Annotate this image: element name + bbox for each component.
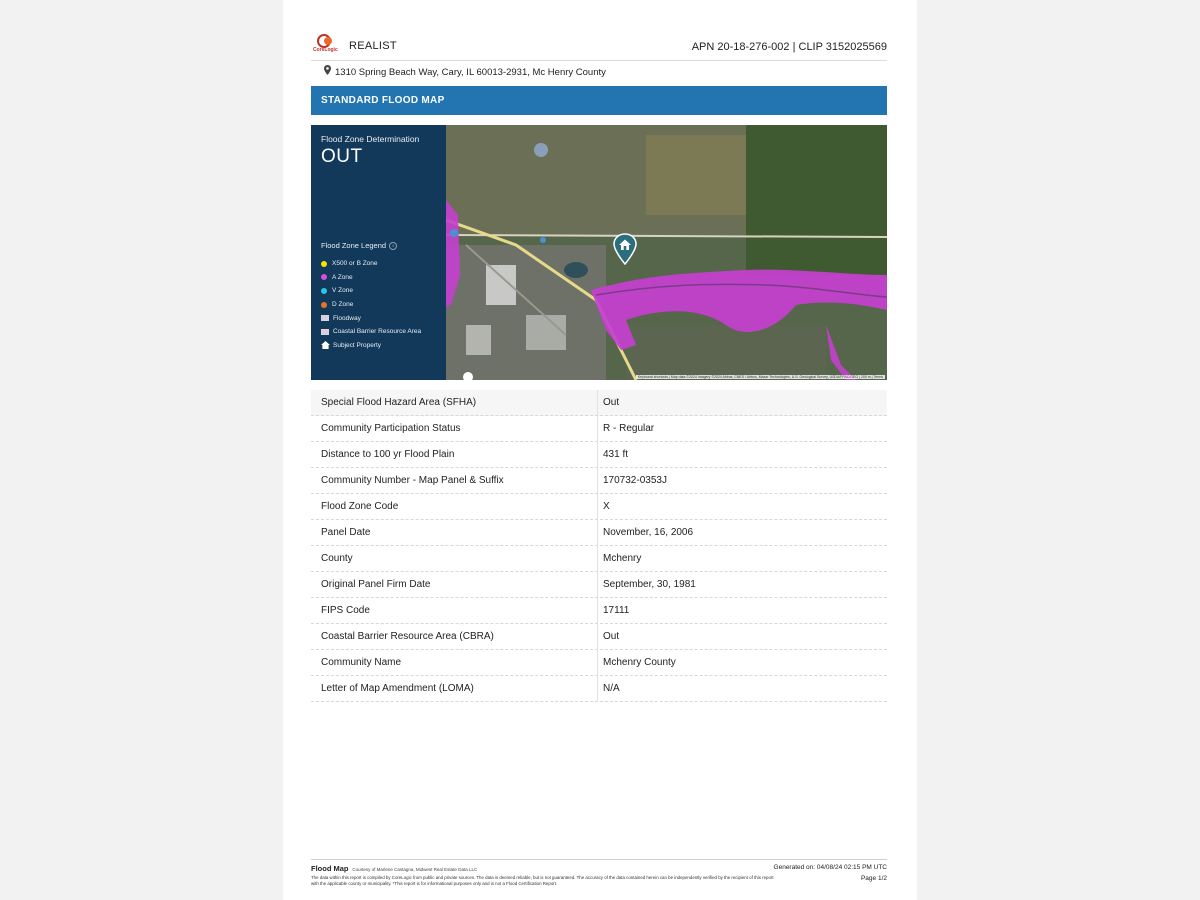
row-value: November, 16, 2006 xyxy=(603,527,694,538)
location-pin-icon xyxy=(324,65,331,75)
row-label: Special Flood Hazard Area (SFHA) xyxy=(321,397,477,408)
table-row xyxy=(311,468,887,494)
map-attribution[interactable]: Keyboard shortcuts | Map data ©2024 Imagery ©2024 Airbus, CNES / Airbus, Maxar Technologies, U.S. Geological Survey, USDA/FPAC/GEO | 200 m | Terms xyxy=(637,375,883,379)
table-row xyxy=(311,676,887,702)
table-row xyxy=(311,494,887,520)
column-divider xyxy=(597,442,598,467)
legend-label: Coastal Barrier Resource Area xyxy=(333,328,422,336)
footer-disclaimer: The data within this report is compiled by CoreLogic from public and private sources. The data is deemed reliable, but is not guaranteed. The accuracy of the data contained herein can be independently verified by the recipient of this report with the applicable county or municipality. *This report is for informational purposes only and is not a Flood Certification Report. xyxy=(311,875,774,886)
row-label: FIPS Code xyxy=(321,605,370,616)
legend-dot-icon xyxy=(321,302,327,308)
row-label: Letter of Map Amendment (LOMA) xyxy=(321,683,474,694)
column-divider xyxy=(597,468,598,493)
address-text: 1310 Spring Beach Way, Cary, IL 60013-2931, Mc Henry County xyxy=(335,67,606,78)
row-label: County xyxy=(321,553,353,564)
row-label: Flood Zone Code xyxy=(321,501,399,512)
row-label: Community Number - Map Panel & Suffix xyxy=(321,475,504,486)
footer-title-line xyxy=(311,864,477,873)
flood-details-table xyxy=(311,390,887,702)
table-row xyxy=(311,390,887,416)
banner-title: STANDARD FLOOD MAP xyxy=(321,95,445,106)
table-row xyxy=(311,650,887,676)
table-row xyxy=(311,624,887,650)
table-row xyxy=(311,572,887,598)
map-imagery xyxy=(446,125,887,380)
table-row xyxy=(311,598,887,624)
table-row xyxy=(311,442,887,468)
legend-item xyxy=(321,339,421,353)
apn-clip: APN 20-18-276-002 | CLIP 3152025569 xyxy=(691,41,887,53)
info-icon[interactable]: i xyxy=(389,242,397,250)
report-footer xyxy=(311,859,887,892)
legend-label: A Zone xyxy=(332,273,353,281)
legend-dot-icon xyxy=(321,274,327,280)
legend-item xyxy=(321,311,421,325)
legend-item xyxy=(321,257,421,271)
row-value: September, 30, 1981 xyxy=(603,579,696,590)
row-label: Original Panel Firm Date xyxy=(321,579,431,590)
report-header xyxy=(311,30,887,61)
column-divider xyxy=(597,676,598,701)
corelogic-logo-icon xyxy=(313,33,343,57)
table-row xyxy=(311,546,887,572)
legend-square-icon xyxy=(321,315,329,321)
report-page xyxy=(283,0,917,900)
column-divider xyxy=(597,520,598,545)
legend-label: V Zone xyxy=(332,287,353,295)
footer-courtesy: Courtesy of Marlene Castagna, Midwest Real Estate Data LLC xyxy=(352,867,478,872)
flood-map-block xyxy=(311,125,887,380)
footer-page-number: Page 1/2 xyxy=(860,875,887,882)
determination-label: Flood Zone Determination xyxy=(321,134,420,144)
column-divider xyxy=(597,598,598,623)
row-value: Out xyxy=(603,631,620,642)
legend-label: Floodway xyxy=(333,314,361,322)
column-divider xyxy=(597,572,598,597)
table-row xyxy=(311,416,887,442)
row-label: Panel Date xyxy=(321,527,371,538)
subject-property-marker-icon[interactable] xyxy=(613,233,637,265)
section-banner xyxy=(311,86,887,115)
row-value: Mchenry xyxy=(603,553,642,564)
logo-text: CoreLogic xyxy=(313,47,338,53)
column-divider xyxy=(597,650,598,675)
property-address xyxy=(311,64,887,80)
row-value: N/A xyxy=(603,683,620,694)
legend-label: Subject Property xyxy=(333,341,382,349)
legend-square-icon xyxy=(321,329,329,335)
legend-label: D Zone xyxy=(332,301,354,309)
legend-dot-icon xyxy=(321,288,327,294)
determination-value: OUT xyxy=(321,146,363,167)
column-divider xyxy=(597,624,598,649)
column-divider xyxy=(597,546,598,571)
legend-label: X500 or B Zone xyxy=(332,260,378,268)
column-divider xyxy=(597,390,598,415)
flood-zone-legend xyxy=(321,257,421,352)
row-label: Community Participation Status xyxy=(321,423,461,434)
row-value: R - Regular xyxy=(603,423,655,434)
row-label: Distance to 100 yr Flood Plain xyxy=(321,449,455,460)
satellite-map[interactable] xyxy=(446,125,887,380)
row-value: Mchenry County xyxy=(603,657,676,668)
brand-title: REALIST xyxy=(349,40,397,52)
legend-title xyxy=(321,241,397,250)
row-label: Coastal Barrier Resource Area (CBRA) xyxy=(321,631,494,642)
legend-item xyxy=(321,298,421,312)
legend-item xyxy=(321,284,421,298)
home-icon xyxy=(321,341,330,349)
flood-zone-panel xyxy=(311,125,446,380)
row-value: 431 ft xyxy=(603,449,629,460)
row-value: 17111 xyxy=(603,605,630,616)
footer-generated: Generated on: 04/08/24 02:15 PM UTC xyxy=(773,864,887,871)
legend-dot-icon xyxy=(321,261,327,267)
column-divider xyxy=(597,494,598,519)
legend-title-text: Flood Zone Legend xyxy=(321,241,387,250)
table-row xyxy=(311,520,887,546)
row-value: X xyxy=(603,501,610,512)
row-label: Community Name xyxy=(321,657,402,668)
footer-title: Flood Map xyxy=(311,864,349,873)
legend-item xyxy=(321,271,421,285)
row-value: 170732-0353J xyxy=(603,475,667,486)
column-divider xyxy=(597,416,598,441)
legend-item xyxy=(321,325,421,339)
row-value: Out xyxy=(603,397,620,408)
